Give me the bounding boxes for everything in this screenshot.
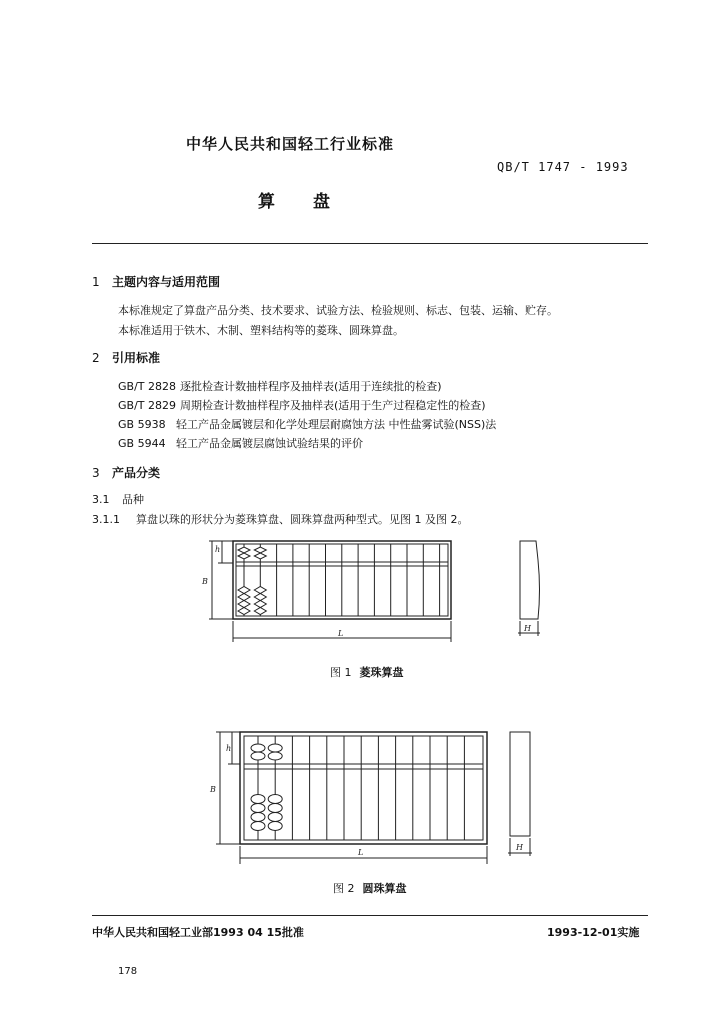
section-3-1-number: 3.1 xyxy=(92,493,110,506)
diamond-bead xyxy=(254,587,266,594)
fig1-label-h: h xyxy=(215,545,221,554)
figure-2-title: 圆珠算盘 xyxy=(362,882,407,895)
footer-rule xyxy=(92,915,648,916)
section-1-number: 1 xyxy=(92,275,100,289)
round-bead xyxy=(251,795,265,804)
round-bead xyxy=(268,804,282,813)
reference-code: GB 5938 xyxy=(118,418,166,431)
reference-code: GB/T 2829 xyxy=(118,399,176,412)
reference-item xyxy=(118,416,496,432)
reference-title: 轻工产品金属镀层和化学处理层耐腐蚀方法 中性盐雾试验(NSS)法 xyxy=(176,418,497,431)
reference-item xyxy=(118,435,363,451)
figure-1-title: 菱珠算盘 xyxy=(359,666,404,679)
reference-title: 轻工产品金属镀层腐蚀试验结果的评价 xyxy=(176,437,363,450)
reference-item xyxy=(118,397,486,413)
page-number: 178 xyxy=(118,966,138,977)
fig2-label-H: H xyxy=(516,843,523,852)
reference-title: 逐批检查计数抽样程序及抽样表(适用于连续批的检查) xyxy=(180,380,442,393)
diamond-bead xyxy=(254,553,266,559)
round-bead xyxy=(251,813,265,822)
section-3-1-1-number: 3.1.1 xyxy=(92,513,120,526)
figure-1-number: 图 1 xyxy=(330,666,352,679)
round-bead xyxy=(268,752,282,760)
effective-date: 1993-12-01实施 xyxy=(547,926,640,939)
section-1-heading xyxy=(92,273,220,290)
fig1-label-B: B xyxy=(202,577,208,586)
diamond-bead xyxy=(254,601,266,608)
round-bead xyxy=(251,752,265,760)
fig2-label-h: h xyxy=(226,744,232,753)
section-3-heading xyxy=(92,464,160,481)
fig2-label-L: L xyxy=(358,848,364,857)
round-bead xyxy=(268,795,282,804)
fig2-label-B: B xyxy=(210,785,216,794)
header-rule xyxy=(92,243,648,244)
section-3-1-1-paragraph xyxy=(92,511,469,527)
diamond-bead xyxy=(238,601,250,608)
round-bead xyxy=(251,822,265,831)
round-bead xyxy=(268,822,282,831)
section-3-1-title: 品种 xyxy=(122,493,144,506)
section-2-number: 2 xyxy=(92,351,100,365)
round-bead xyxy=(251,744,265,752)
section-3-1-heading xyxy=(92,491,144,507)
diamond-bead xyxy=(238,594,250,601)
figure-1-caption xyxy=(330,664,404,680)
round-bead xyxy=(268,744,282,752)
section-1-paragraph-2: 本标准适用于铁木、木制、塑料结构等的菱珠、圆珠算盘。 xyxy=(118,324,404,337)
figure-2-number: 图 2 xyxy=(333,882,355,895)
figure-2-caption xyxy=(333,880,407,896)
reference-item xyxy=(118,378,442,394)
section-3-title: 产品分类 xyxy=(112,466,161,480)
standard-code: QB/T 1747 - 1993 xyxy=(497,160,629,174)
diamond-bead xyxy=(238,608,250,615)
diamond-bead xyxy=(238,547,250,553)
reference-code: GB 5944 xyxy=(118,437,166,450)
fig1-label-L: L xyxy=(338,629,344,638)
reference-code: GB/T 2828 xyxy=(118,380,176,393)
fig1-label-H: H xyxy=(524,624,531,633)
diamond-bead xyxy=(254,547,266,553)
diamond-bead xyxy=(254,594,266,601)
approval-note: 中华人民共和国轻工业部1993 04 15批准 xyxy=(92,926,304,939)
doc-title: 算盘 xyxy=(258,192,368,212)
section-2-title: 引用标准 xyxy=(112,351,161,365)
diamond-bead xyxy=(238,553,250,559)
diamond-bead xyxy=(238,587,250,594)
section-2-heading xyxy=(92,349,160,366)
section-1-title: 主题内容与适用范围 xyxy=(112,275,221,289)
diamond-bead xyxy=(254,608,266,615)
section-1-paragraph-1: 本标准规定了算盘产品分类、技术要求、试验方法、检验规则、标志、包装、运输、贮存。 xyxy=(118,304,558,317)
section-3-number: 3 xyxy=(92,466,100,480)
reference-title: 周期检查计数抽样程序及抽样表(适用于生产过程稳定性的检查) xyxy=(180,399,486,412)
round-bead xyxy=(251,804,265,813)
section-3-1-1-text: 算盘以珠的形状分为菱珠算盘、圆珠算盘两种型式。见图 1 及图 2。 xyxy=(136,513,469,526)
round-bead xyxy=(268,813,282,822)
org-title: 中华人民共和国轻工行业标准 xyxy=(186,135,395,153)
